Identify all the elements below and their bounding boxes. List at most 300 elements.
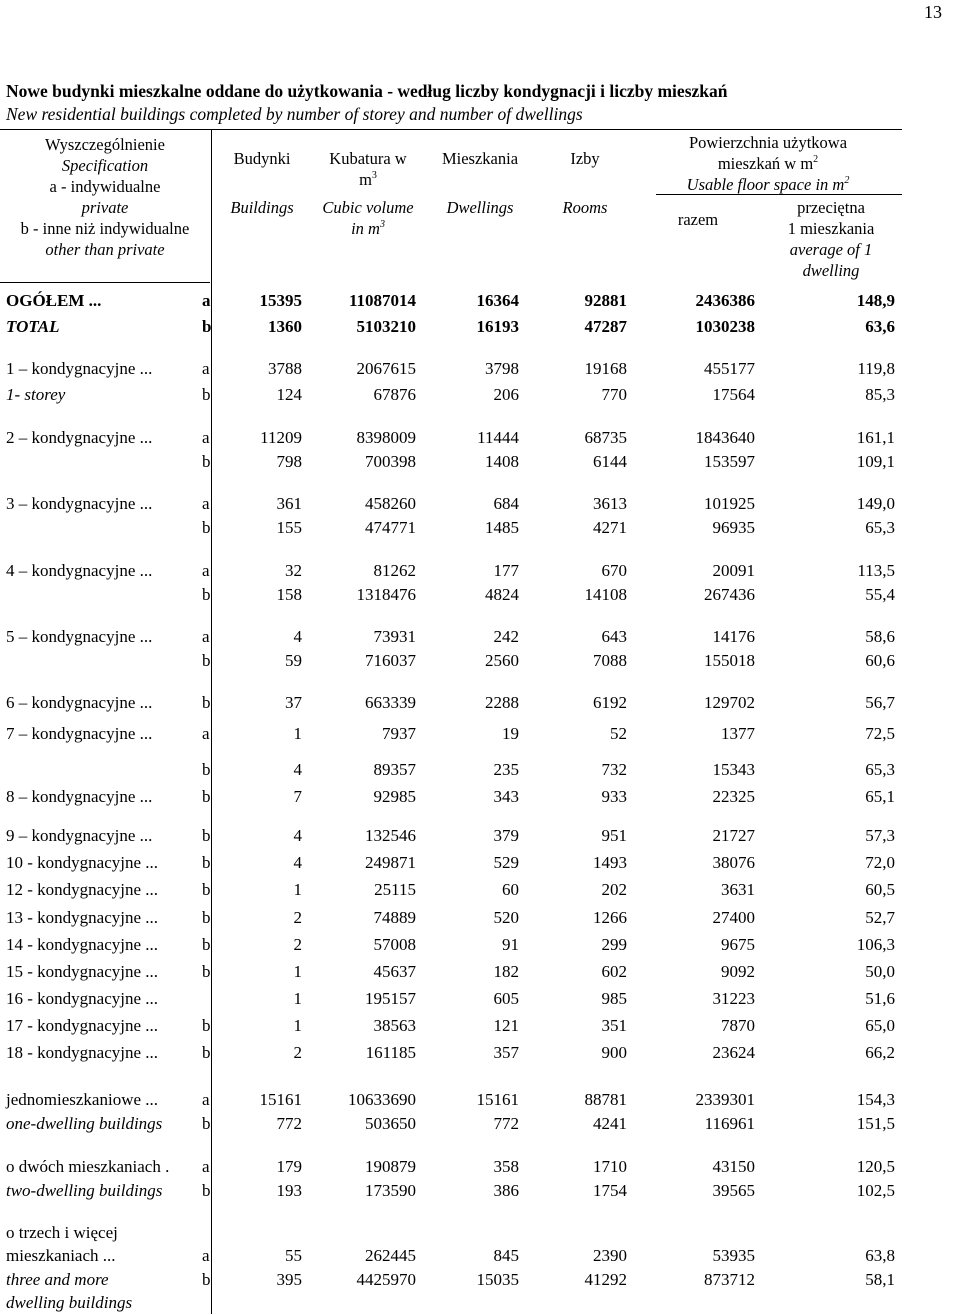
rooms-cell: 6144 <box>593 452 627 471</box>
table-row <box>0 559 960 583</box>
row-type-marker: b <box>202 585 211 604</box>
cubature-cell: 262445 <box>365 1246 416 1265</box>
row-label: o trzech i więcej <box>6 1223 118 1242</box>
average-floor-space-cell: 58,1 <box>865 1270 895 1289</box>
dwellings-cell: 4824 <box>485 585 519 604</box>
rooms-header-pl: Izby <box>570 149 600 168</box>
rooms-cell: 643 <box>601 627 627 646</box>
floor-space-cell: 155018 <box>704 651 755 670</box>
rooms-cell: 770 <box>601 385 627 404</box>
floor-space-cell: 873712 <box>704 1270 755 1289</box>
average-floor-space-cell: 55,4 <box>865 585 895 604</box>
rooms-cell: 202 <box>601 880 627 899</box>
floor-space-cell: 96935 <box>712 518 755 537</box>
dwellings-cell: 1485 <box>485 518 519 537</box>
dwellings-header-pl: Mieszkania <box>441 149 519 168</box>
area-header <box>634 132 902 195</box>
buildings-cell: 11209 <box>260 428 302 447</box>
row-type-marker: a <box>202 1157 210 1176</box>
table-title: Nowe budynki mieszkalne oddane do użytkowania - według liczby kondygnacji i liczby mieszkań <box>6 81 728 101</box>
spec-header-line: Wyszczególnienie <box>45 135 165 154</box>
buildings-cell: 193 <box>276 1181 302 1200</box>
dwellings-cell: 3798 <box>485 359 519 378</box>
buildings-cell: 15161 <box>259 1090 302 1109</box>
average-floor-space-cell: 65,3 <box>865 518 895 537</box>
rooms-cell: 3613 <box>593 494 627 513</box>
row-label: 6 – kondygnacyjne ... <box>6 693 153 712</box>
spec-header-line: Specification <box>61 156 149 175</box>
row-label: 16 - kondygnacyjne ... <box>6 989 159 1008</box>
dwellings-cell: 177 <box>493 561 519 580</box>
cubature-cell: 57008 <box>373 935 416 954</box>
cubature-cell: 474771 <box>365 518 416 537</box>
floor-space-cell: 38076 <box>712 853 755 872</box>
header-top-rule <box>0 129 902 130</box>
floor-space-cell: 21727 <box>712 826 755 845</box>
row-label: 18 - kondygnacyjne ... <box>6 1043 159 1062</box>
table-row <box>0 1155 960 1179</box>
area-unit-text: mieszkań w m <box>717 154 814 173</box>
buildings-cell: 32 <box>285 561 302 580</box>
buildings-cell: 1 <box>293 1016 302 1035</box>
table-row <box>0 450 960 474</box>
rooms-cell: 900 <box>601 1043 627 1062</box>
rooms-cell: 732 <box>601 760 627 779</box>
floor-space-cell: 20091 <box>712 561 755 580</box>
average-floor-space-cell: 50,0 <box>865 962 895 981</box>
floor-space-cell: 7870 <box>721 1016 755 1035</box>
buildings-cell: 4 <box>293 826 302 845</box>
table-row <box>0 357 960 381</box>
area-header-line: Powierzchnia użytkowa <box>688 133 848 152</box>
table-row <box>0 516 960 540</box>
cubature-cell: 700398 <box>365 452 416 471</box>
average-floor-space-cell: 65,3 <box>865 760 895 779</box>
average-floor-space-cell: 106,3 <box>856 935 895 954</box>
table-row <box>0 1179 960 1203</box>
buildings-cell: 7 <box>293 787 302 806</box>
average-floor-space-cell: 52,7 <box>865 908 895 927</box>
rooms-cell: 47287 <box>584 317 627 336</box>
row-label: one-dwelling buildings <box>6 1114 163 1133</box>
row-type-marker: b <box>202 908 211 927</box>
row-type-marker: a <box>202 561 210 580</box>
rooms-cell: 4271 <box>593 518 627 537</box>
dwellings-cell: 15035 <box>476 1270 519 1289</box>
cubature-cell: 2067615 <box>356 359 416 378</box>
cubature-cell: 458260 <box>365 494 416 513</box>
dwellings-cell: 386 <box>493 1181 519 1200</box>
table-row <box>0 315 960 339</box>
row-type-marker: b <box>202 452 211 471</box>
dwellings-cell: 772 <box>493 1114 519 1133</box>
cubature-cell: 89357 <box>373 760 416 779</box>
buildings-cell: 1 <box>293 962 302 981</box>
cubature-cell: 173590 <box>365 1181 416 1200</box>
cubature-cell: 10633690 <box>348 1090 416 1109</box>
floor-space-cell: 9675 <box>721 935 755 954</box>
cubature-header-pl <box>312 148 424 190</box>
rooms-cell: 88781 <box>584 1090 627 1109</box>
dwellings-cell: 520 <box>493 908 519 927</box>
average-floor-space-cell: 65,0 <box>865 1016 895 1035</box>
row-type-marker: b <box>202 1270 211 1289</box>
buildings-cell: 798 <box>276 452 302 471</box>
cubature-unit-sup: 3 <box>371 170 377 181</box>
floor-space-cell: 23624 <box>712 1043 755 1062</box>
average-floor-space-cell: 113,5 <box>857 561 895 580</box>
buildings-cell: 15395 <box>259 291 302 310</box>
average-floor-space-cell: 151,5 <box>856 1114 895 1133</box>
buildings-cell: 179 <box>276 1157 302 1176</box>
buildings-cell: 395 <box>276 1270 302 1289</box>
average-floor-space-cell: 72,5 <box>865 724 895 743</box>
buildings-cell: 2 <box>293 1043 302 1062</box>
row-label: two-dwelling buildings <box>6 1181 163 1200</box>
row-type-marker: b <box>202 1043 211 1062</box>
buildings-cell: 4 <box>293 627 302 646</box>
buildings-cell: 59 <box>285 651 302 670</box>
average-floor-space-cell: 102,5 <box>856 1181 895 1200</box>
cubature-cell: 195157 <box>365 989 416 1008</box>
dwellings-cell: 121 <box>493 1016 519 1035</box>
table-row <box>0 1014 960 1038</box>
average-floor-space-cell: 120,5 <box>856 1157 895 1176</box>
row-label: 15 - kondygnacyjne ... <box>6 962 159 981</box>
dwellings-header-en: Dwellings <box>446 198 514 217</box>
cubature-cell: 8398009 <box>356 428 416 447</box>
cubature-cell: 74889 <box>373 908 416 927</box>
table-row <box>0 1268 960 1292</box>
row-label: TOTAL <box>6 317 60 336</box>
dwellings-cell: 16364 <box>476 291 519 310</box>
table-row <box>0 878 960 902</box>
floor-space-cell: 53935 <box>712 1246 755 1265</box>
cubature-header-line: Cubic volume <box>322 198 414 217</box>
floor-space-cell: 2436386 <box>695 291 755 310</box>
table-row <box>0 691 960 715</box>
buildings-cell: 37 <box>285 693 302 712</box>
buildings-cell: 772 <box>276 1114 302 1133</box>
table-row <box>0 933 960 957</box>
row-type-marker: b <box>202 385 211 404</box>
row-type-marker: b <box>202 787 211 806</box>
row-label: jednomieszkaniowe ... <box>6 1090 159 1109</box>
floor-space-cell: 455177 <box>704 359 755 378</box>
average-header-line: dwelling <box>802 261 860 280</box>
floor-space-cell: 116961 <box>704 1114 755 1133</box>
buildings-cell: 1 <box>293 880 302 899</box>
row-type-marker: b <box>202 518 211 537</box>
average-floor-space-cell: 109,1 <box>856 452 895 471</box>
dwellings-cell: 358 <box>493 1157 519 1176</box>
buildings-cell: 1 <box>293 724 302 743</box>
dwellings-cell: 379 <box>493 826 519 845</box>
dwellings-cell: 2560 <box>485 651 519 670</box>
cubature-cell: 11087014 <box>348 291 416 310</box>
row-label: mieszkaniach ... <box>6 1246 116 1265</box>
table-row <box>0 625 960 649</box>
cubature-cell: 25115 <box>374 880 416 899</box>
buildings-cell: 155 <box>276 518 302 537</box>
cubature-header-line: Kubatura w <box>329 149 407 168</box>
row-type-marker: a <box>202 359 210 378</box>
dwellings-cell: 684 <box>493 494 519 513</box>
floor-space-cell: 43150 <box>712 1157 755 1176</box>
row-label: 17 - kondygnacyjne ... <box>6 1016 159 1035</box>
floor-space-cell: 101925 <box>704 494 755 513</box>
buildings-cell: 361 <box>276 494 302 513</box>
rooms-cell: 1266 <box>593 908 627 927</box>
dwellings-cell: 206 <box>493 385 519 404</box>
buildings-cell: 158 <box>276 585 302 604</box>
row-type-marker: a <box>202 428 210 447</box>
rooms-cell: 1710 <box>593 1157 627 1176</box>
table-row <box>0 987 960 1011</box>
floor-space-cell: 27400 <box>712 908 755 927</box>
row-type-marker: b <box>202 826 211 845</box>
buildings-header-pl: Budynki <box>233 149 291 168</box>
row-type-marker: b <box>202 880 211 899</box>
table-row <box>0 1041 960 1065</box>
table-row <box>0 649 960 673</box>
cubature-cell: 161185 <box>365 1043 416 1062</box>
cubature-unit-text: m <box>359 170 372 189</box>
buildings-cell: 55 <box>285 1246 302 1265</box>
rooms-cell: 19168 <box>584 359 627 378</box>
rooms-cell: 985 <box>601 989 627 1008</box>
dwellings-cell: 2288 <box>485 693 519 712</box>
row-label: 7 – kondygnacyjne ... <box>6 724 153 743</box>
spec-header-line: b - inne niż indywidualne <box>20 219 190 238</box>
buildings-cell: 1360 <box>268 317 302 336</box>
row-type-marker: b <box>202 962 211 981</box>
average-floor-space-cell: 63,8 <box>865 1246 895 1265</box>
rooms-cell: 602 <box>601 962 627 981</box>
rooms-cell: 2390 <box>593 1246 627 1265</box>
row-label: 1 – kondygnacyjne ... <box>6 359 153 378</box>
table-subtitle: New residential buildings completed by number of storey and number of dwellings <box>6 104 583 124</box>
rooms-cell: 6192 <box>593 693 627 712</box>
dwellings-cell: 357 <box>493 1043 519 1062</box>
area-total-header: razem <box>677 210 719 229</box>
cubature-cell: 67876 <box>373 385 416 404</box>
rooms-cell: 4241 <box>593 1114 627 1133</box>
rooms-cell: 951 <box>601 826 627 845</box>
table-row <box>0 426 960 450</box>
row-type-marker: b <box>202 1181 211 1200</box>
buildings-cell: 124 <box>276 385 302 404</box>
average-floor-space-cell: 60,6 <box>865 651 895 670</box>
floor-space-cell: 1377 <box>721 724 755 743</box>
average-floor-space-cell: 57,3 <box>865 826 895 845</box>
cubature-unit-text: in m <box>351 219 380 238</box>
cubature-cell: 503650 <box>365 1114 416 1133</box>
rooms-header-en: Rooms <box>562 198 608 217</box>
extra-label-line <box>0 1221 960 1245</box>
cubature-unit-sup: 3 <box>379 219 385 230</box>
dwellings-cell: 15161 <box>476 1090 519 1109</box>
cubature-cell: 663339 <box>365 693 416 712</box>
floor-space-cell: 3631 <box>721 880 755 899</box>
cubature-cell: 716037 <box>365 651 416 670</box>
area-header-unit-en <box>634 174 902 195</box>
row-label: 2 – kondygnacyjne ... <box>6 428 153 447</box>
spec-bottom-rule <box>0 282 210 283</box>
cubature-cell: 45637 <box>373 962 416 981</box>
cubature-cell: 190879 <box>365 1157 416 1176</box>
row-type-marker: b <box>202 651 211 670</box>
average-floor-space-cell: 66,2 <box>865 1043 895 1062</box>
average-floor-space-cell: 148,9 <box>856 291 895 310</box>
average-floor-space-cell: 51,6 <box>865 989 895 1008</box>
average-header-line: 1 mieszkania <box>787 219 875 238</box>
average-floor-space-cell: 154,3 <box>856 1090 895 1109</box>
cubature-cell: 1318476 <box>356 585 416 604</box>
buildings-cell: 3788 <box>268 359 302 378</box>
area-unit-sup: 2 <box>844 175 850 186</box>
table-row <box>0 785 960 809</box>
cubature-header-unit <box>312 218 424 239</box>
rooms-cell: 1754 <box>593 1181 627 1200</box>
floor-space-cell: 267436 <box>704 585 755 604</box>
table-row <box>0 383 960 407</box>
rooms-cell: 351 <box>601 1016 627 1035</box>
dwellings-cell: 60 <box>502 880 519 899</box>
average-floor-space-cell: 60,5 <box>865 880 895 899</box>
row-type-marker: b <box>202 1114 211 1133</box>
spec-header-line: private <box>81 198 129 217</box>
row-type-marker: a <box>202 494 210 513</box>
area-header-unit <box>634 153 902 174</box>
extra-label-line <box>0 1291 960 1315</box>
dwellings-cell: 16193 <box>476 317 519 336</box>
row-label: dwelling buildings <box>6 1293 133 1312</box>
buildings-cell: 2 <box>293 935 302 954</box>
row-type-marker: b <box>202 935 211 954</box>
floor-space-cell: 31223 <box>712 989 755 1008</box>
row-label: 12 - kondygnacyjne ... <box>6 880 159 899</box>
rooms-cell: 41292 <box>584 1270 627 1289</box>
rooms-cell: 52 <box>610 724 627 743</box>
table-row <box>0 851 960 875</box>
rooms-cell: 92881 <box>584 291 627 310</box>
spec-header-line: other than private <box>45 240 165 259</box>
average-floor-space-cell: 149,0 <box>856 494 895 513</box>
cubature-cell: 4425970 <box>356 1270 416 1289</box>
dwellings-cell: 235 <box>493 760 519 779</box>
dwellings-cell: 182 <box>493 962 519 981</box>
table-row <box>0 722 960 746</box>
buildings-cell: 2 <box>293 908 302 927</box>
row-type-marker: b <box>202 1016 211 1035</box>
dwellings-cell: 605 <box>493 989 519 1008</box>
dwellings-cell: 529 <box>493 853 519 872</box>
average-floor-space-cell: 85,3 <box>865 385 895 404</box>
average-floor-space-cell: 65,1 <box>865 787 895 806</box>
table-row <box>0 960 960 984</box>
table-row <box>0 758 960 782</box>
row-label: 5 – kondygnacyjne ... <box>6 627 153 646</box>
cubature-cell: 92985 <box>373 787 416 806</box>
cubature-cell: 249871 <box>365 853 416 872</box>
table-row <box>0 1112 960 1136</box>
row-label: 4 – kondygnacyjne ... <box>6 561 153 580</box>
cubature-cell: 132546 <box>365 826 416 845</box>
row-type-marker: a <box>202 724 210 743</box>
row-type-marker: b <box>202 317 212 336</box>
table-row <box>0 492 960 516</box>
average-floor-space-cell: 56,7 <box>865 693 895 712</box>
cubature-header-en <box>312 197 424 239</box>
row-label: 9 – kondygnacyjne ... <box>6 826 153 845</box>
row-label: 1- storey <box>6 385 66 404</box>
row-type-marker: a <box>202 627 210 646</box>
floor-space-cell: 129702 <box>704 693 755 712</box>
table-row <box>0 1244 960 1268</box>
cubature-cell: 73931 <box>373 627 416 646</box>
average-floor-space-cell: 161,1 <box>856 428 895 447</box>
dwellings-cell: 1408 <box>485 452 519 471</box>
buildings-cell: 4 <box>293 760 302 779</box>
average-header-line: average of 1 <box>789 240 873 259</box>
spec-header-line: a - indywidualne <box>49 177 161 196</box>
floor-space-cell: 14176 <box>712 627 755 646</box>
table-row <box>0 1088 960 1112</box>
cubature-header-unit <box>312 169 424 190</box>
floor-space-cell: 22325 <box>712 787 755 806</box>
dwellings-cell: 19 <box>502 724 519 743</box>
row-type-marker: a <box>202 1246 210 1265</box>
cubature-cell: 5103210 <box>356 317 416 336</box>
row-label: o dwóch mieszkaniach . <box>6 1157 170 1176</box>
row-label: 8 – kondygnacyjne ... <box>6 787 153 806</box>
row-type-marker: a <box>202 1090 210 1109</box>
row-label: three and more <box>6 1270 109 1289</box>
rooms-cell: 1493 <box>593 853 627 872</box>
area-unit-text: Usable floor space in m <box>686 175 845 194</box>
dwellings-cell: 11444 <box>477 428 519 447</box>
row-type-marker: b <box>202 693 211 712</box>
row-type-marker: a <box>202 291 211 310</box>
rooms-cell: 299 <box>601 935 627 954</box>
row-label: OGÓŁEM ... <box>6 291 102 310</box>
spec-header <box>0 134 210 260</box>
cubature-cell: 7937 <box>382 724 416 743</box>
page-number: 13 <box>924 2 942 22</box>
buildings-cell: 4 <box>293 853 302 872</box>
dwellings-cell: 343 <box>493 787 519 806</box>
average-floor-space-cell: 63,6 <box>865 317 895 336</box>
table-row <box>0 289 960 313</box>
row-label: 3 – kondygnacyjne ... <box>6 494 153 513</box>
table-row <box>0 583 960 607</box>
floor-space-cell: 1843640 <box>695 428 755 447</box>
row-label: 10 - kondygnacyjne ... <box>6 853 159 872</box>
dwellings-cell: 845 <box>493 1246 519 1265</box>
rooms-cell: 670 <box>601 561 627 580</box>
floor-space-cell: 2339301 <box>695 1090 755 1109</box>
row-type-marker: b <box>202 853 211 872</box>
average-floor-space-cell: 119,8 <box>857 359 895 378</box>
table-row <box>0 906 960 930</box>
cubature-cell: 81262 <box>373 561 416 580</box>
rooms-cell: 7088 <box>593 651 627 670</box>
row-type-marker: b <box>202 760 211 779</box>
area-average-header <box>760 197 902 281</box>
average-header-line: przeciętna <box>797 198 865 217</box>
rooms-cell: 14108 <box>584 585 627 604</box>
